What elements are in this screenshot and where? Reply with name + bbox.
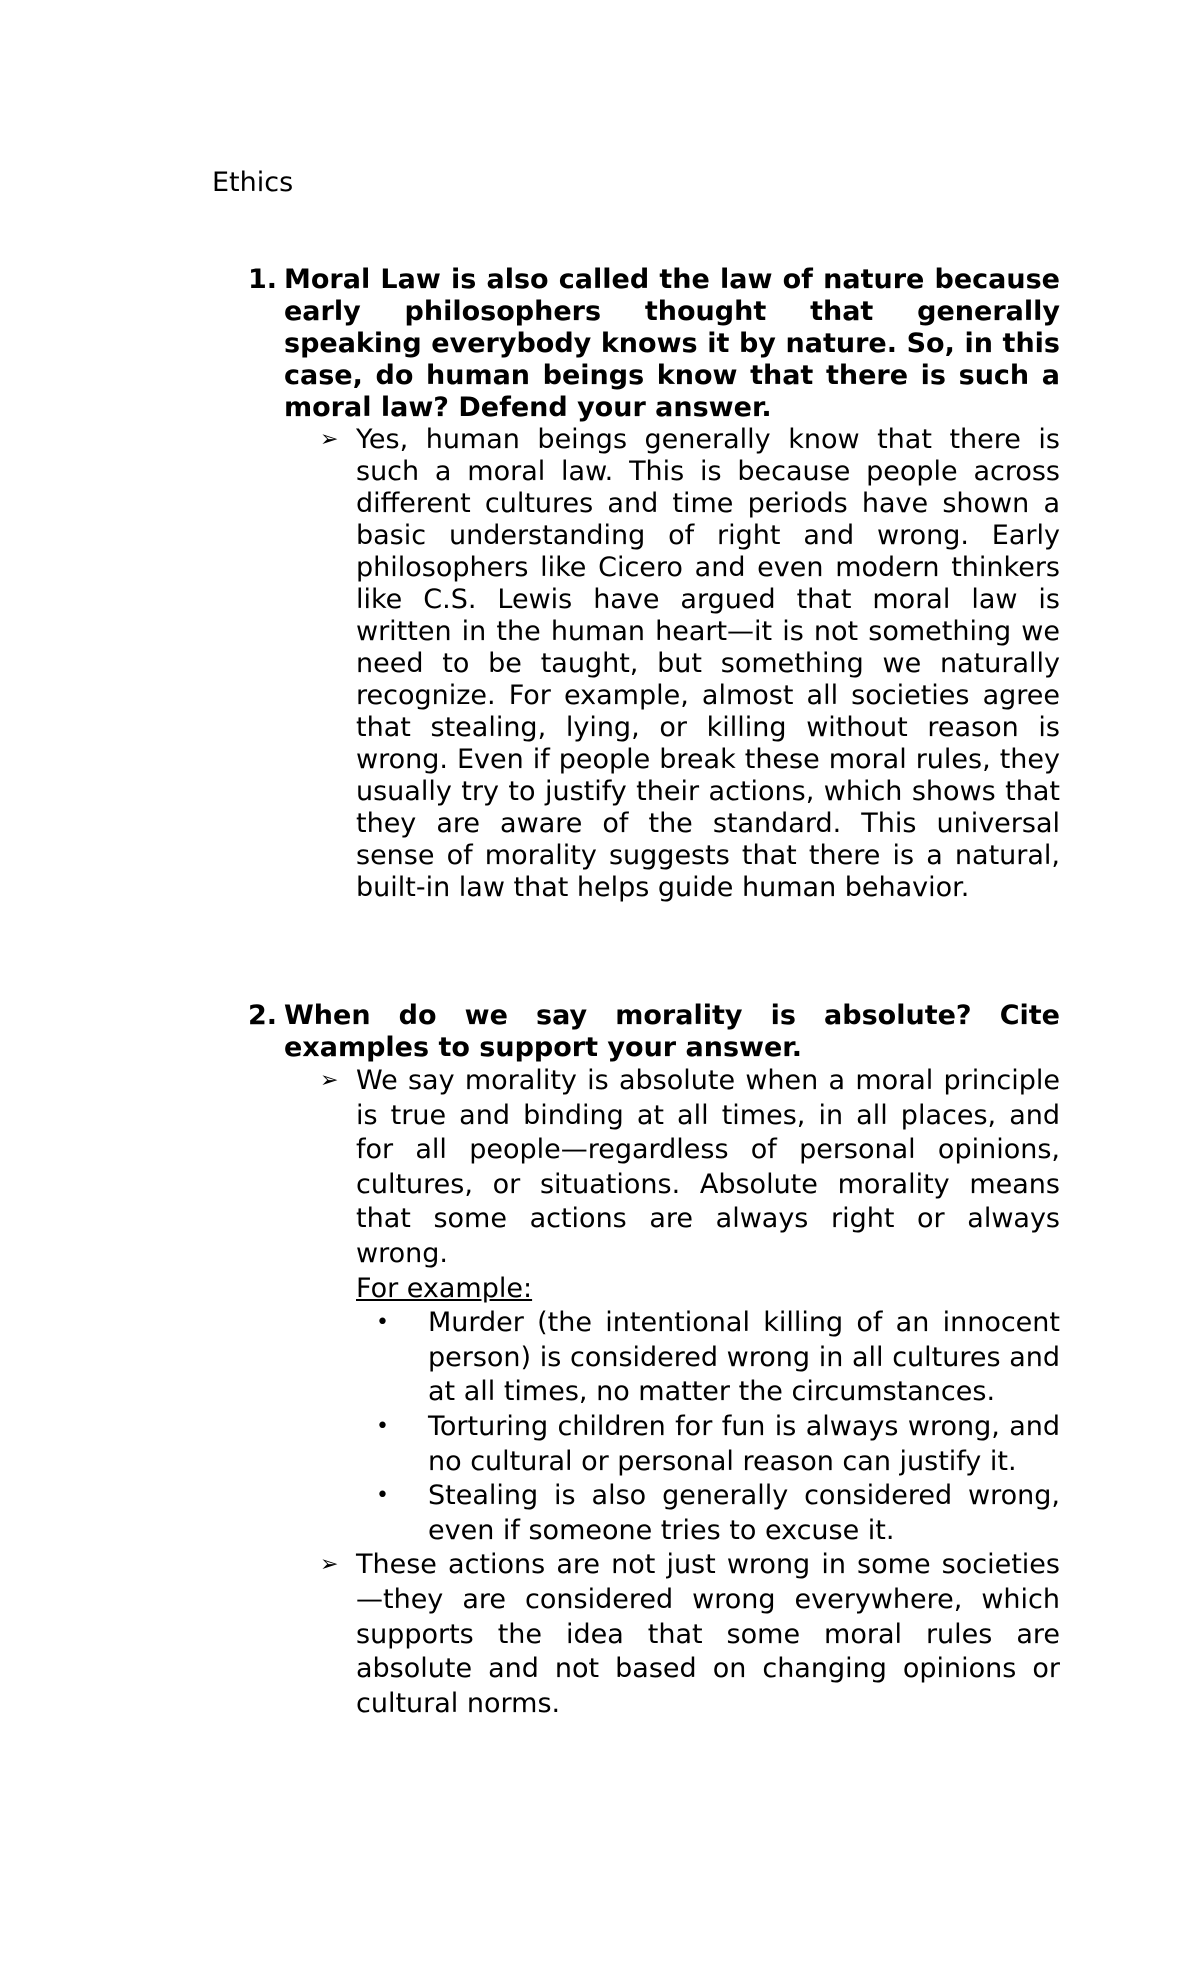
question-text: When do we say morality is absolute? Cite examples to support your answer. <box>284 1000 1060 1063</box>
question-number: 2. <box>248 1000 278 1031</box>
list-item <box>356 1479 1060 1548</box>
bullet-dot-icon: • <box>376 1413 389 1439</box>
arrow-bullet-icon: ➢ <box>320 1068 339 1093</box>
answer-text: Yes, human beings generally know that there is such a moral law. This is because people across different cultures and time periods have shown a basic understanding of right and wrong. Early philosophers like Cicero and even modern thinkers like C.S. Lewis have argued that moral law is written in the human heart—it is not something we need to be taught, but something we naturally recognize. For example, almost all societies agree that stealing, lying, or killing without reason is wrong. Even if people break these moral rules, they usually try to justify their actions, which shows that they are aware of the standard. This universal sense of morality suggests that there is a natural, built-in law that helps guide human behavior. <box>356 424 1060 903</box>
list-item-text: Torturing children for fun is always wrong, and no cultural or personal reason can justify it. <box>428 1410 1060 1477</box>
list-item <box>356 1410 1060 1479</box>
bullet-dot-icon: • <box>376 1310 389 1336</box>
list-item-text: Murder (the intentional killing of an innocent person) is considered wrong in all cultures and at all times, no matter the circumstances. <box>428 1307 1060 1408</box>
list-item <box>356 1306 1060 1410</box>
question-number: 1. <box>248 264 278 295</box>
answer-block <box>356 1064 1060 1548</box>
answer-text: We say morality is absolute when a moral principle is true and binding at all times, in all places, and for all people—regardless of personal opinions, cultures, or situations. Absolute morality means that some actions are always right or always wrong. <box>356 1065 1060 1269</box>
question-heading <box>248 264 1060 424</box>
arrow-bullet-icon: ➢ <box>320 427 339 452</box>
bullet-dot-icon: • <box>376 1483 389 1509</box>
answer-text: These actions are not just wrong in some societies—they are considered wrong everywhere, which supports the idea that some moral rules are absolute and not based on changing opinions or cultural norms. <box>356 1549 1060 1719</box>
answer-item <box>320 424 1060 904</box>
question-2 <box>248 1000 1060 1721</box>
example-label: For example: <box>356 1272 533 1304</box>
document-title: Ethics <box>212 167 294 198</box>
question-1 <box>248 264 1060 904</box>
list-item-text: Stealing is also generally considered wrong, even if someone tries to excuse it. <box>428 1480 1060 1546</box>
answer-item <box>320 1064 1060 1548</box>
example-list <box>284 1306 1060 1548</box>
answer-item <box>320 1548 1060 1721</box>
question-heading <box>248 1000 1060 1064</box>
arrow-bullet-icon: ➢ <box>320 1552 339 1578</box>
question-text: Moral Law is also called the law of nature because early philosophers thought that generally speaking everybody knows it by nature. So, in this case, do human beings know that there is such a moral law? Defend your answer. <box>284 264 1060 423</box>
